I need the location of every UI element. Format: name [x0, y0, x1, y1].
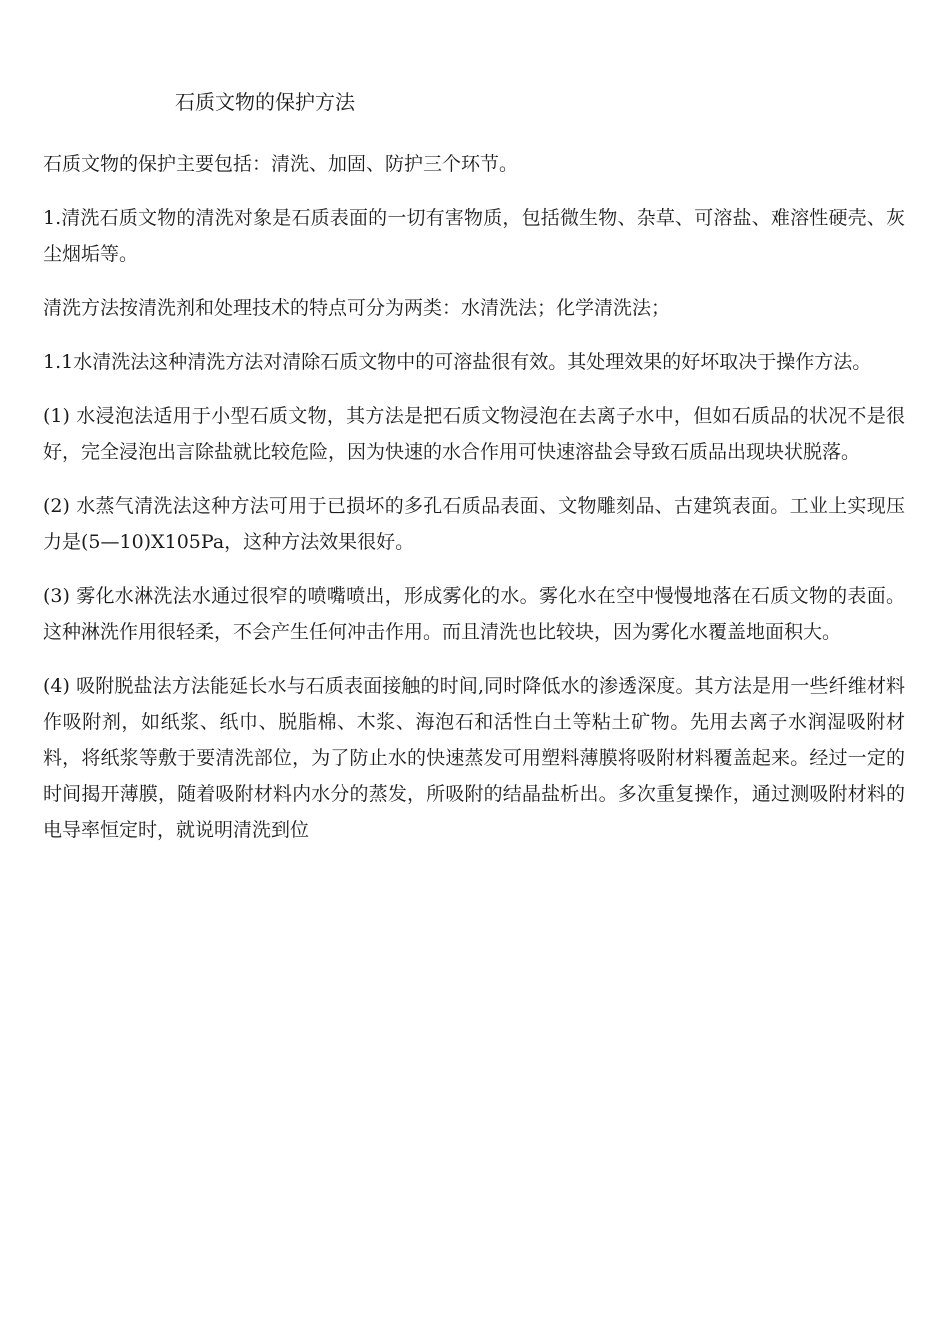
paragraph-steam: (2) 水蒸气清洗法这种方法可用于已损坏的多孔石质品表面、文物雕刻品、古建筑表面。工业上实现压力是(5—10)X105Pa，这种方法效果很好。	[43, 495, 905, 553]
paragraph-water-cleaning: 1.1水清洗法这种清洗方法对清除石质文物中的可溶盐很有效。其处理效果的好坏取决于操作方法。	[43, 351, 872, 373]
paragraph-cleaning-methods: 清洗方法按清洗剂和处理技术的特点可分为两类：水清洗法；化学清洗法；	[43, 297, 671, 319]
paragraph-cleaning: 1.清洗石质文物的清洗对象是石质表面的一切有害物质，包括微生物、杂草、可溶盐、难溶性硬壳、灰尘烟垢等。	[43, 207, 905, 265]
paragraph-intro: 石质文物的保护主要包括：清洗、加固、防护三个环节。	[43, 153, 519, 175]
paragraph-mist: (3) 雾化水淋洗法水通过很窄的喷嘴喷出，形成雾化的水。雾化水在空中慢慢地落在石质文物的表面。这种淋洗作用很轻柔，不会产生任何冲击作用。而且清洗也比较块，因为雾化水覆盖地面积大。	[43, 585, 905, 643]
paragraph-poultice: (4) 吸附脱盐法方法能延长水与石质表面接触的时间,同时降低水的渗透深度。其方法是用一些纤维材料作吸附剂，如纸浆、纸巾、脱脂棉、木浆、海泡石和活性白土等粘土矿物。先用去离子水润湿吸附材料，将纸浆等敷于要清洗部位，为了防止水的快速蒸发可用塑料薄膜将吸附材料覆盖起来。经过一定的时间揭开薄膜，随着吸附材料内水分的蒸发，所吸附的结晶盐析出。多次重复操作，通过测吸附材料的电导率恒定时，就说明清洗到位	[43, 675, 905, 841]
document-body	[43, 146, 905, 866]
document-title: 石质文物的保护方法	[175, 90, 355, 114]
paragraph-soaking: (1) 水浸泡法适用于小型石质文物，其方法是把石质文物浸泡在去离子水中，但如石质品的状况不是很好，完全浸泡出言除盐就比较危险，因为快速的水合作用可快速溶盐会导致石质品出现块状脱落。	[43, 405, 905, 463]
